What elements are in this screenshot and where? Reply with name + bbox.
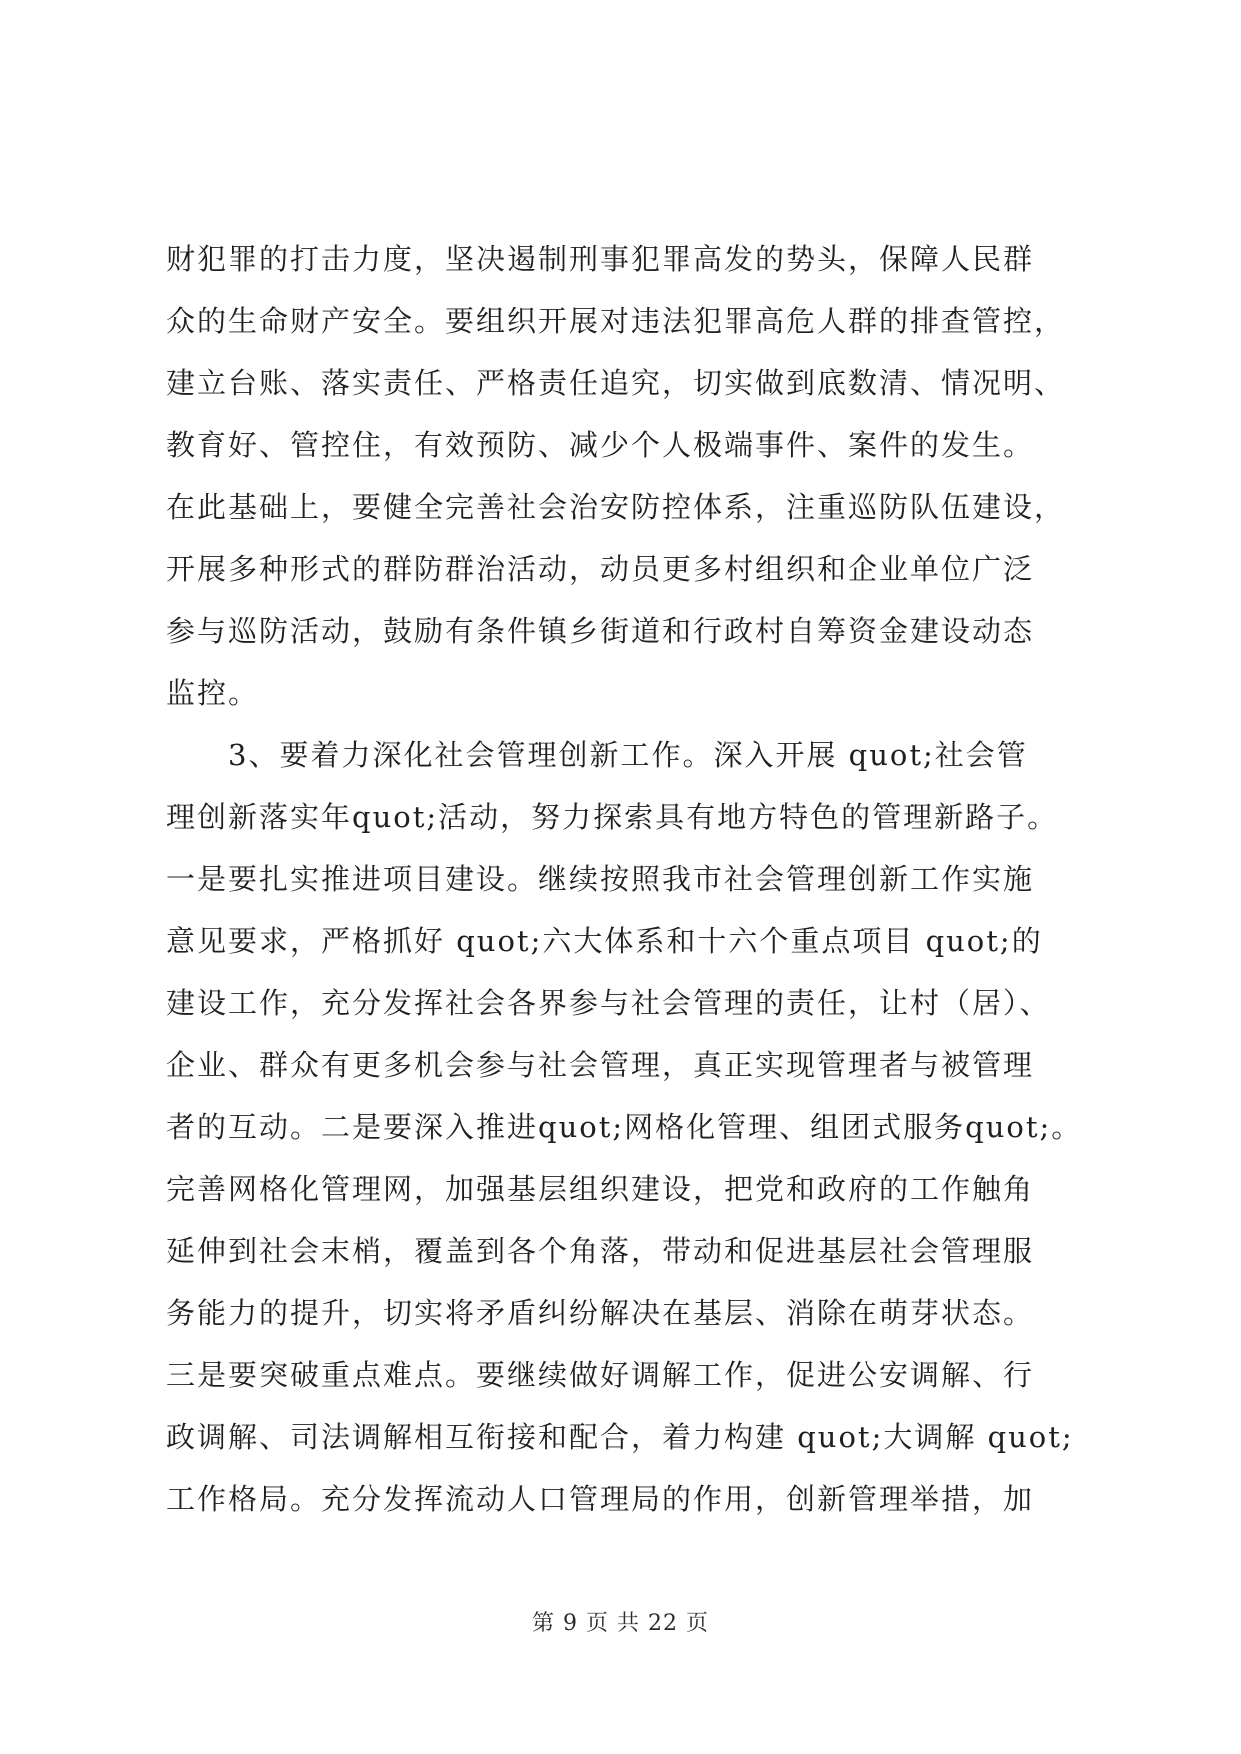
text-line: 政调解、司法调解相互衔接和配合，着力构建 quot;大调解 quot; [166,1420,1074,1454]
text-line: 理创新落实年quot;活动，努力探索具有地方特色的管理新路子。 [166,800,1059,834]
text-line: 财犯罪的打击力度，坚决遏制刑事犯罪高发的势头，保障人民群 [166,242,1035,276]
text-line: 延伸到社会末梢，覆盖到各个角落，带动和促进基层社会管理服 [166,1234,1035,1268]
text-line: 一是要扎实推进项目建设。继续按照我市社会管理创新工作实施 [166,862,1035,896]
text-line: 监控。 [166,676,260,710]
text-line: 在此基础上，要健全完善社会治安防控体系，注重巡防队伍建设， [166,490,1066,524]
text-line: 意见要求，严格抓好 quot;六大体系和十六个重点项目 quot;的 [166,924,1043,958]
text-line: 工作格局。充分发挥流动人口管理局的作用，创新管理举措，加 [166,1482,1035,1516]
text-line: 完善网格化管理网，加强基层组织建设，把党和政府的工作触角 [166,1172,1035,1206]
page-number-footer: 第 9 页 共 22 页 [532,1611,709,1636]
text-line: 三是要突破重点难点。要继续做好调解工作，促进公安调解、行 [166,1358,1035,1392]
text-line: 众的生命财产安全。要组织开展对违法犯罪高危人群的排查管控， [166,304,1066,338]
body-text [166,228,1126,1530]
text-line: 开展多种形式的群防群治活动，动员更多村组织和企业单位广泛 [166,552,1035,586]
text-line: 建立台账、落实责任、严格责任追究，切实做到底数清、情况明、 [166,366,1066,400]
text-line: 企业、群众有更多机会参与社会管理，真正实现管理者与被管理 [166,1048,1035,1082]
text-line: 建设工作，充分发挥社会各界参与社会管理的责任，让村（居）、 [166,986,1051,1020]
text-line: 务能力的提升，切实将矛盾纠纷解决在基层、消除在萌芽状态。 [166,1296,1035,1330]
text-line: 教育好、管控住，有效预防、减少个人极端事件、案件的发生。 [166,428,1035,462]
text-line: 3、要着力深化社会管理创新工作。深入开展 quot;社会管 [166,738,1028,772]
text-line: 者的互动。二是要深入推进quot;网格化管理、组团式服务quot;。 [166,1110,1083,1144]
text-line: 参与巡防活动，鼓励有条件镇乡街道和行政村自筹资金建设动态 [166,614,1035,648]
